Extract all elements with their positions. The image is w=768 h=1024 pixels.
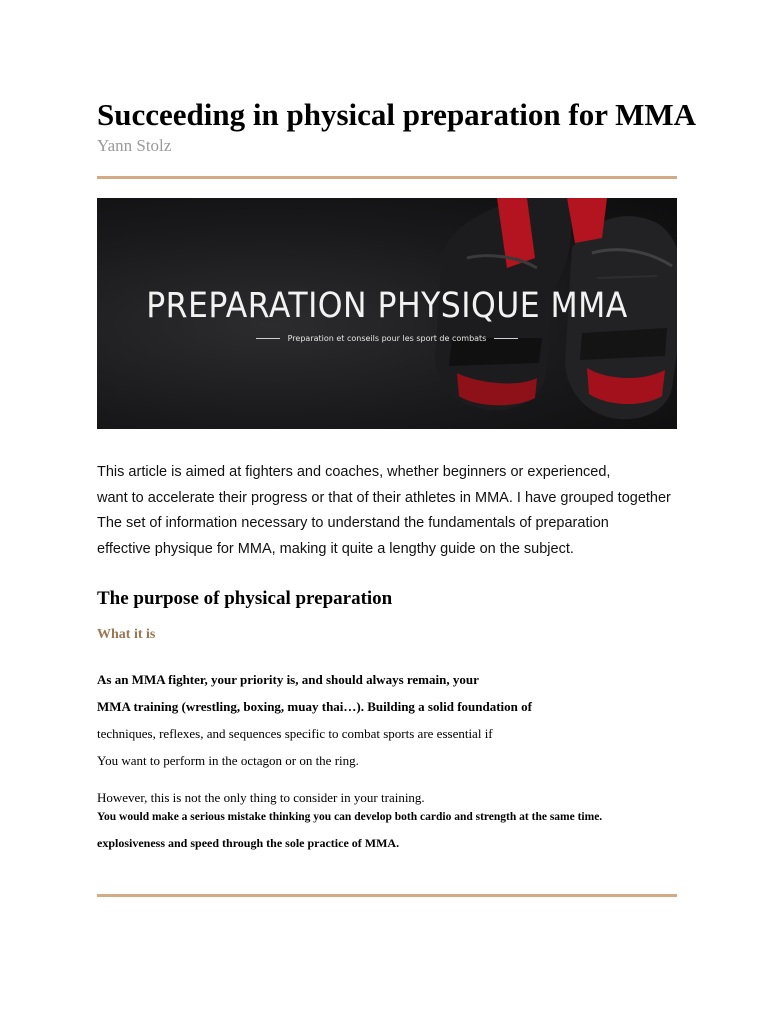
top-divider: [97, 176, 677, 179]
section-subheading: What it is: [97, 627, 156, 642]
banner-title: PREPARATION PHYSIQUE MMA: [146, 286, 628, 326]
banner-subtitle: Preparation et conseils pour les sport de combats: [287, 334, 487, 343]
intro-line: effective physique for MMA, making it quite a lengthy guide on the subject.: [97, 540, 574, 557]
body-paragraph-1: [97, 666, 697, 774]
intro-paragraph: [97, 460, 717, 562]
banner-image: [97, 198, 677, 429]
banner-subtitle-row: [97, 334, 677, 343]
body-paragraph-2: [97, 788, 697, 853]
intro-line: want to accelerate their progress or that of their athletes in MMA. I have grouped together: [97, 489, 671, 506]
banner-left-line: [256, 338, 280, 339]
intro-line: This article is aimed at fighters and coaches, whether beginners or experienced,: [97, 464, 611, 480]
bottom-divider: [97, 894, 677, 897]
paragraph-line: explosiveness and speed through the sole practice of MMA.: [97, 836, 400, 850]
banner-right-line: [494, 338, 518, 339]
paragraph-line: techniques, reflexes, and sequences specific to combat sports are essential if: [97, 726, 493, 741]
article-title: Succeeding in physical preparation for MMA: [97, 97, 697, 132]
paragraph-line: MMA training (wrestling, boxing, muay thai…). Building a solid foundation of: [97, 699, 532, 714]
paragraph-line: You would make a serious mistake thinking you can develop both cardio and strength at the same time.: [97, 811, 603, 823]
paragraph-line: As an MMA fighter, your priority is, and should always remain, your: [97, 672, 479, 687]
section-heading: The purpose of physical preparation: [97, 588, 393, 609]
paragraph-line: However, this is not the only thing to consider in your training.: [97, 790, 425, 805]
paragraph-line: You want to perform in the octagon or on the ring.: [97, 753, 359, 768]
intro-line: The set of information necessary to understand the fundamentals of preparation: [97, 515, 609, 531]
article-author: Yann Stolz: [97, 136, 172, 155]
